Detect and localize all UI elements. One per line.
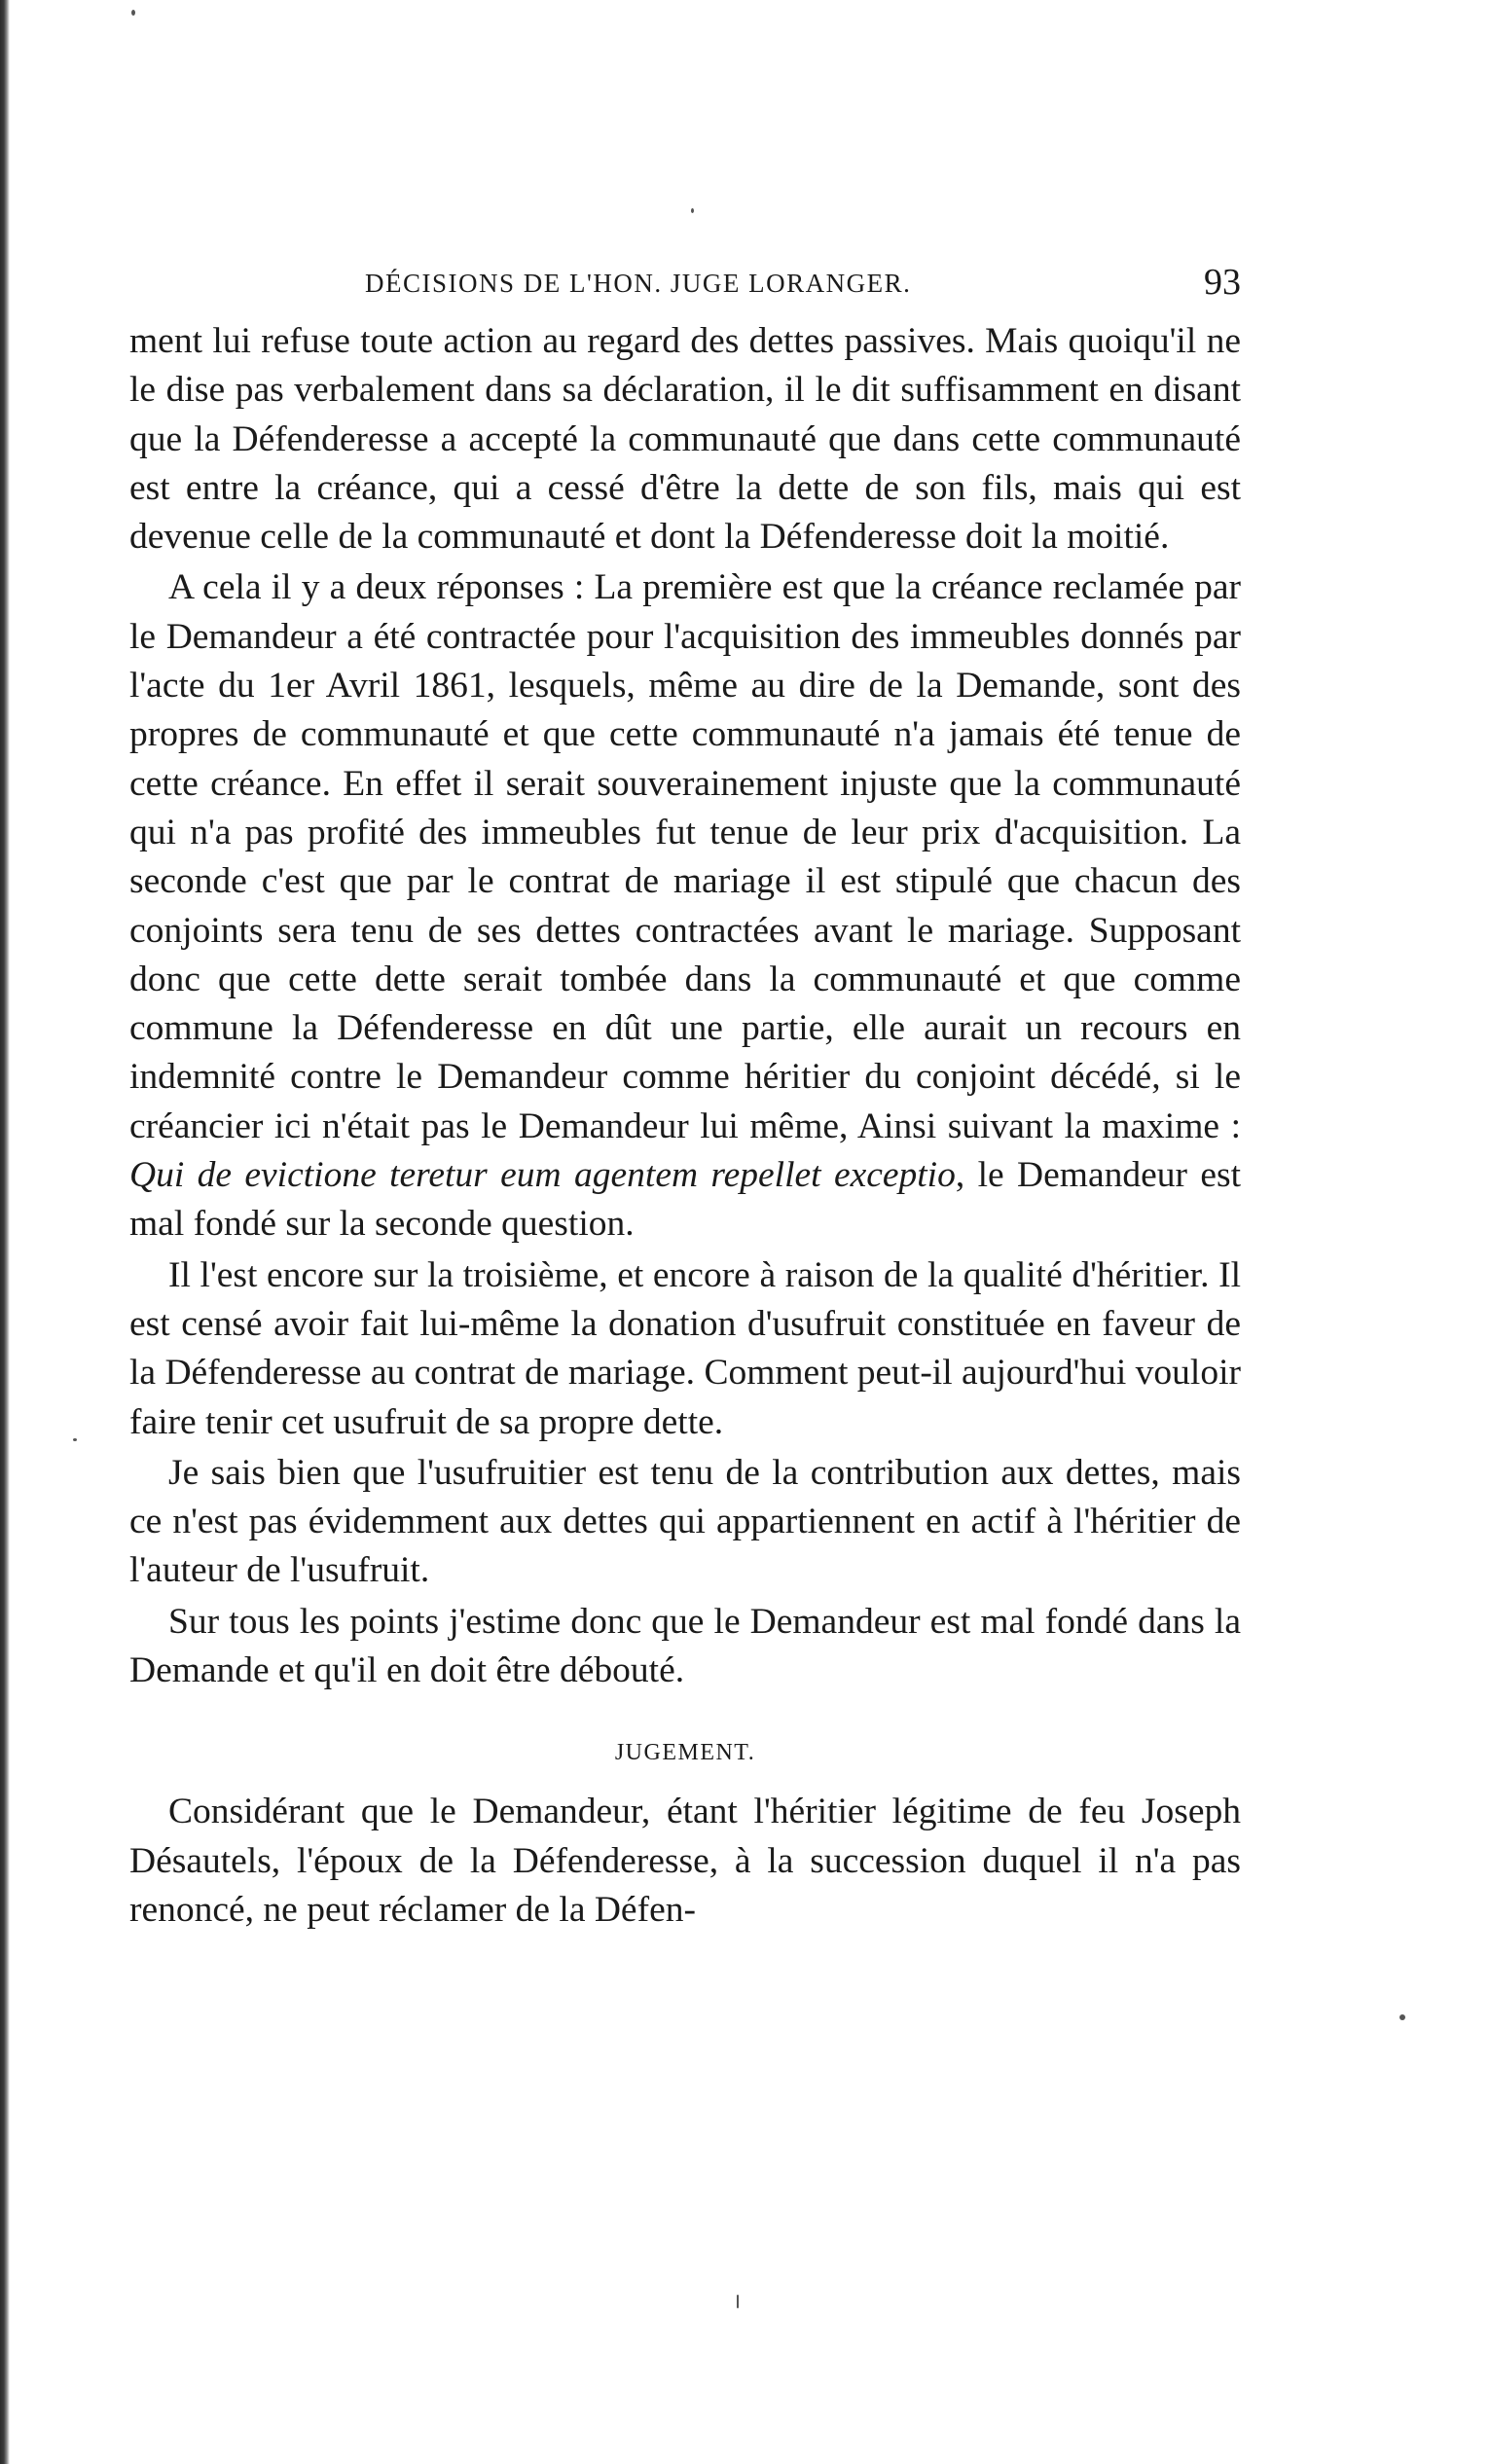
running-title: DÉCISIONS DE L'HON. JUGE LORANGER. bbox=[365, 269, 912, 298]
paragraph-judgement-text: Considérant que le Demandeur, étant l'héritier légitime de feu Joseph Désautels, l'époux de la Défenderesse, à la succession duquel il n'a pas renoncé, ne peut réclamer de la Défen- bbox=[129, 1792, 1241, 1930]
book-page bbox=[129, 261, 1241, 1937]
paragraph-3-text: Il l'est encore sur la troisième, et encore à raison de la qualité d'héritier. Il est censé avoir fait lui-même la donation d'usufruit constituée en faveur de la Défenderesse au contrat de mariage. Comment peut-il aujourd'hui vouloir faire tenir cet usufruit de sa propre dette. bbox=[129, 1254, 1241, 1442]
paper-speck bbox=[1399, 2014, 1405, 2020]
paragraph-2-text: A cela il y a deux réponses : La première est que la créance reclamée par le Demandeur a été contractée pour l'acquisition des immeubles donnés par l'acte du 1er Avril 1861, lesquels, même au dire de la Demande, sont des propres de communauté et que cette communauté n'a jamais été tenue de cette créance. En effet il serait souverainement injuste que la communauté qui n'a pas profité des immeubles fut tenue de leur prix d'acquisition. La seconde c'est que par le contrat de mariage il est stipulé que chacun des conjoints sera tenu de ses dettes contractées avant le mariage. Supposant donc que cette dette serait tombée dans la communauté et que comme commune la Défenderesse en dût une partie, elle aurait un recours en indemnité contre le Demandeur comme héritier du conjoint décédé, si le créancier ici n'était pas le Demandeur lui même, Ainsi suivant la maxime : bbox=[129, 567, 1241, 1146]
paper-speck bbox=[73, 1438, 77, 1441]
page-header bbox=[129, 261, 1241, 315]
paragraph-3 bbox=[129, 1251, 1241, 1447]
paragraph-5-text: Sur tous les points j'estime donc que le Demandeur est mal fondé dans la Demande et qu'il en doit être débouté. bbox=[129, 1601, 1241, 1691]
page-number: 93 bbox=[1204, 262, 1241, 303]
paper-speck bbox=[131, 10, 135, 16]
section-heading: JUGEMENT. bbox=[614, 1740, 756, 1766]
paper-speck bbox=[691, 208, 694, 213]
paragraph-4-text: Je sais bien que l'usufruitier est tenu de la contribution aux dettes, mais ce n'est pas évidemment aux dettes qui appartiennent en actif à l'héritier de l'auteur de l'usufruit. bbox=[129, 1452, 1241, 1591]
paragraph-2 bbox=[129, 563, 1241, 1249]
paragraph-judgement bbox=[129, 1788, 1241, 1935]
paper-speck bbox=[737, 2295, 739, 2308]
page-binding-edge bbox=[0, 0, 10, 2464]
paragraph-2-continuation: , le Demandeur est mal fondé sur la seconde question. bbox=[129, 1155, 1242, 1245]
paragraph-5 bbox=[129, 1598, 1241, 1696]
paragraph-1 bbox=[129, 317, 1241, 562]
latin-maxim: Qui de evictione teretur eum agentem repellet exceptio bbox=[129, 1155, 956, 1196]
paragraph-4 bbox=[129, 1449, 1241, 1596]
body-text bbox=[129, 317, 1241, 1935]
paragraph-1-text: ment lui refuse toute action au regard des dettes passives. Mais quoiqu'il ne le dise pas verbalement dans sa déclaration, il le dit suffisamment en disant que la Défenderesse a accepté la communauté que dans cette communauté est entre la créance, qui a cessé d'être la dette de son fils, mais qui est devenue celle de la communauté et dont la Défenderesse doit la moitié. bbox=[129, 321, 1241, 558]
